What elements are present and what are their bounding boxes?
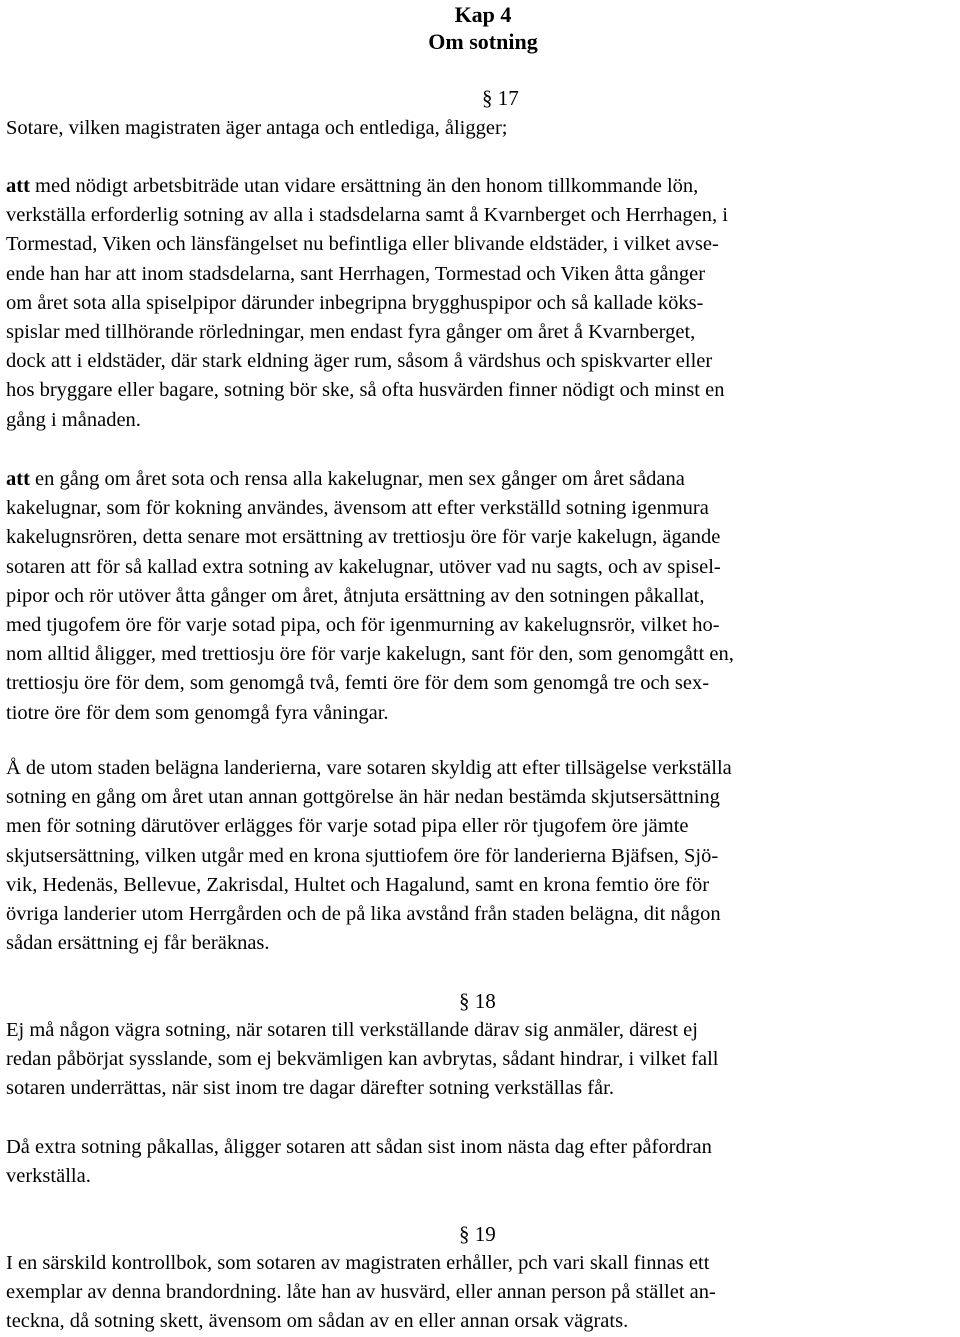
text-line: redan påbörjat sysslande, som ej bekvämligen kan avbrytas, sådant hindrar, i vilket fall	[6, 1048, 719, 1071]
paragraph-18-1	[6, 1016, 958, 1104]
text-line: Tormestad, Viken och länsfängelset nu befintliga eller blivande eldstäder, i vilket avse-	[6, 233, 719, 256]
text-line: verkställa erforderlig sotning av alla i stadsdelarna samt å Kvarnberget och Herrhagen, i	[6, 204, 728, 227]
text-line: med tjugofem öre för varje sotad pipa, och för igenmurning av kakelugnsrör, vilket ho-	[6, 614, 720, 637]
text-line: sotaren underrättas, när sist inom tre dagar därefter sotning verkställas får.	[6, 1077, 614, 1100]
text-line: exemplar av denna brandordning. låte han av husvärd, eller annan person på stället an-	[6, 1281, 716, 1304]
text-line: tiotre öre för dem som genomgå fyra våningar.	[6, 701, 389, 724]
text-line: Å de utom staden belägna landerierna, vare sotaren skyldig att efter tillsägelse verkställa	[6, 757, 732, 779]
text-line: övriga landerier utom Herrgården och de på lika avstånd från staden belägna, dit någon	[6, 903, 721, 926]
text-line: om året sota alla spiselpipor därunder inbegripna brygghuspipor och så kallade köks-	[6, 291, 704, 314]
text-line: sådan ersättning ej får beräknas.	[6, 932, 270, 955]
text-line: Sotare, vilken magistraten äger antaga och entlediga, åligger;	[6, 117, 508, 139]
paragraph-18-2	[6, 1133, 958, 1191]
paragraph-17-1	[6, 114, 958, 143]
section-number-17: § 17	[482, 86, 519, 110]
text-line: skjutsersättning, vilken utgår med en krona sjuttiofem öre för landerierna Bjäfsen, Sjö-	[6, 844, 719, 867]
text-line: vik, Hedenäs, Bellevue, Zakrisdal, Hultet och Hagalund, samt en krona femtio öre för	[6, 873, 710, 896]
text-line: kakelugnar, som för kokning användes, ävensom att efter verkställd sotning igenmura	[6, 497, 709, 520]
text-line: nom alltid åligger, med trettiosju öre för varje kakelugn, sant för den, som genomgått en,	[6, 643, 734, 666]
text-line: en gång om året sota och rensa alla kakelugnar, men sex gånger om året sådana	[29, 468, 685, 490]
section-number-18: § 18	[459, 989, 496, 1013]
text-line: trettiosju öre för dem, som genomgå två, femti öre för dem som genomgå tre och sex-	[6, 672, 710, 695]
paragraph-19-1	[6, 1249, 958, 1337]
text-line: hos bryggare eller bagare, sotning bör ske, så ofta husvärden finner nödigt och minst en	[6, 379, 725, 402]
text-line: teckna, då sotning skett, ävensom om sådan av en eller annan orsak vägrats.	[6, 1310, 629, 1333]
text-line: men för sotning därutöver erlägges för varje sotad pipa eller rör tjugofem öre jämte	[6, 815, 689, 838]
text-line: spislar med tillhörande rörledningar, men endast fyra gånger om året å Kvarnberget,	[6, 321, 696, 344]
chapter-number: Kap 4	[454, 2, 512, 27]
text-line: gång i månaden.	[6, 408, 141, 431]
paragraph-17-3	[6, 465, 958, 728]
text-line: kakelugnsrören, detta senare mot ersättning av trettiosju öre för varje kakelugn, ägande	[6, 526, 721, 549]
chapter-title: Om sotning	[428, 29, 538, 54]
text-line: Då extra sotning påkallas, åligger sotaren att sådan sist inom nästa dag efter påfordran	[6, 1136, 712, 1158]
text-line: verkställa.	[6, 1165, 91, 1188]
paragraph-17-2	[6, 172, 958, 435]
text-line: I en särskild kontrollbok, som sotaren av magistraten erhåller, pch vari skall finnas ett	[6, 1252, 710, 1274]
text-line: ende han har att inom stadsdelarna, sant Herrhagen, Tormestad och Viken åtta gånger	[6, 262, 706, 285]
text-line: sotaren att för så kallad extra sotning av kakelugnar, utöver vad nu sagts, och av spisel-	[6, 555, 721, 578]
text-line: med nödigt arbetsbiträde utan vidare ersättning än den honom tillkommande lön,	[29, 175, 699, 197]
paragraph-lead: att	[6, 175, 30, 197]
text-line: Ej må någon vägra sotning, när sotaren till verkställande därav sig anmäler, därest ej	[6, 1019, 698, 1041]
text-line: sotning en gång om året utan annan gottgörelse än här nedan bestämda skjutsersättning	[6, 786, 720, 809]
paragraph-lead: att	[6, 468, 30, 490]
text-line: pipor och rör utöver åtta gånger om året, åtnjuta ersättning av den sotningen påkallat,	[6, 584, 705, 607]
paragraph-17-4	[6, 754, 958, 958]
text-line: dock att i eldstäder, där stark eldning äger rum, såsom å värdshus och spiskvarter eller	[6, 350, 713, 373]
section-number-19: § 19	[459, 1222, 496, 1246]
